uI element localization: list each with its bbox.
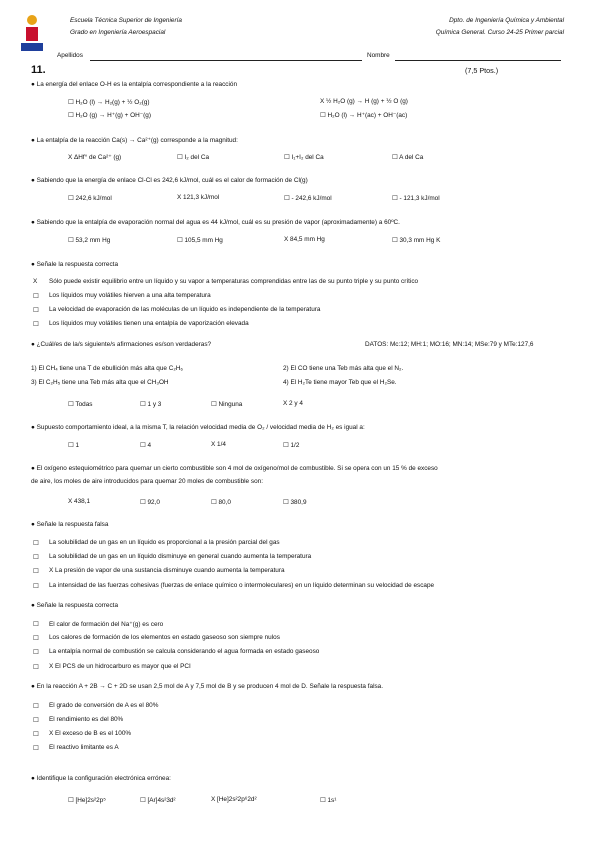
- q11-box-c[interactable]: ☐: [33, 731, 39, 738]
- q9-box-d[interactable]: ☐: [33, 583, 39, 590]
- q5-option-b: Los líquidos muy volátiles hierven a una alta temperatura: [49, 292, 211, 299]
- q8-option-c[interactable]: ☐ 80,0: [211, 499, 231, 506]
- q10-option-d: X El PCS de un hidrocarburo es mayor que el PCI: [49, 663, 191, 670]
- q11-box-d[interactable]: ☐: [33, 745, 39, 752]
- q7-option-a[interactable]: ☐ 1: [68, 442, 80, 449]
- university-logo: [19, 13, 45, 55]
- q8-stem-2: de aire, los moles de aire introducidos para quemar 20 moles de combustible son:: [31, 478, 263, 485]
- q5-mark-c[interactable]: ☐: [33, 307, 39, 314]
- q5-option-a: Sólo puede existir equilibrio entre un líquido y su vapor a temperaturas comprendidas entre las de su punto triple y su punto crítico: [49, 278, 419, 285]
- q1-option-a[interactable]: ☐ H₂O (l) → H₂(g) + ½ O₂(g): [68, 99, 150, 106]
- q6-option-d[interactable]: X 2 y 4: [283, 400, 303, 407]
- q10-box-a[interactable]: ☐: [33, 621, 39, 628]
- q5-mark-d[interactable]: ☐: [33, 321, 39, 328]
- q6-option-c[interactable]: ☐ Ninguna: [211, 401, 243, 408]
- q8-option-b[interactable]: ☐ 92,0: [140, 499, 160, 506]
- q9-option-c: X La presión de vapor de una sustancia disminuye cuando aumenta la temperatura: [49, 567, 285, 574]
- q3-option-a[interactable]: ☐ 242,6 kJ/mol: [68, 195, 112, 202]
- q1-stem: ● La energía del enlace O-H es la entalpía correspondiente a la reacción: [31, 81, 238, 88]
- q6-option-a[interactable]: ☐ Todas: [68, 401, 93, 408]
- q4-stem: ● Sabiendo que la entalpía de evaporación normal del agua es 44 kJ/mol, cuál es su presión de vapor (aproximadamente) a 60ºC.: [31, 219, 400, 226]
- q9-option-b: La solubilidad de un gas en un líquido disminuye en general cuando aumenta la temperatura: [49, 553, 312, 560]
- q4-option-c[interactable]: X 84,5 mm Hg: [284, 236, 325, 243]
- q10-stem: ● Señale la respuesta correcta: [31, 602, 119, 609]
- q2-stem: ● La entalpía de la reacción Ca(s) → Ca²⁺(g) corresponde a la magnitud:: [31, 137, 238, 144]
- q3-stem: ● Sabiendo que la energía de enlace Cl-Cl es 242,6 kJ/mol, cuál es el calor de formación de Cl(g): [31, 177, 308, 184]
- q4-option-d[interactable]: ☐ 30,3 mm Hg K: [392, 237, 441, 244]
- q6-statement-2: 2) El CO tiene una Teb más alta que el N₂.: [283, 365, 404, 372]
- q10-option-b: Los calores de formación de los elementos en estado gaseoso son siempre nulos: [49, 634, 280, 641]
- q7-option-d[interactable]: ☐ 1/2: [283, 442, 300, 449]
- q7-option-b[interactable]: ☐ 4: [140, 442, 152, 449]
- q9-box-c[interactable]: ☐: [33, 568, 39, 575]
- q8-option-a[interactable]: X 438,1: [68, 498, 91, 505]
- q5-mark-a[interactable]: X: [33, 278, 38, 285]
- q6-statement-1: 1) El CH₄ tiene una T de ebullición más alta que C₂H₆: [31, 365, 184, 372]
- q7-stem: ● Supuesto comportamiento ideal, a la misma T, la relación velocidad media de O₂ / velocidad media de H₂ es igual a:: [31, 424, 365, 431]
- q11-option-c: X El exceso de B es el 100%: [49, 730, 132, 737]
- points-label: (7,5 Ptos.): [465, 66, 499, 75]
- q6-datos: DATOS: Mc:12; MH:1; MO:16; MN:14; MSe:79 y MTe:127,6: [365, 341, 534, 348]
- q9-stem: ● Señale la respuesta falsa: [31, 521, 109, 528]
- q1-option-b[interactable]: X ½ H₂O (g) → H (g) + ½ O (g): [320, 98, 408, 105]
- q10-box-b[interactable]: ☐: [33, 635, 39, 642]
- q11-stem: ● En la reacción A + 2B → C + 2D se usan 2,5 mol de A y 7,5 mol de B y se producen 4 mol de D. Señale la respuesta falsa.: [31, 683, 384, 690]
- q12-option-a[interactable]: ☐ [He]2s²2p⁵: [68, 797, 106, 804]
- q9-option-d: La intensidad de las fuerzas cohesivas (fuerzas de enlace químico o intermoleculares) en un líquido determinan su velocidad de escape: [49, 582, 435, 589]
- q9-box-b[interactable]: ☐: [33, 554, 39, 561]
- q10-box-d[interactable]: ☐: [33, 664, 39, 671]
- q3-option-b[interactable]: X 121,3 kJ/mol: [177, 194, 220, 201]
- q2-option-d[interactable]: ☐ A del Ca: [392, 154, 424, 161]
- q3-option-d[interactable]: ☐ - 121,3 kJ/mol: [392, 195, 440, 202]
- course-name: Química General. Curso 24-25 Primer parcial: [435, 29, 564, 36]
- q9-box-a[interactable]: ☐: [33, 540, 39, 547]
- q11-box-a[interactable]: ☐: [33, 703, 39, 710]
- q6-stem: ● ¿Cuál/es de la/s siguiente/s afirmaciones es/son verdaderas?: [31, 341, 212, 348]
- apellidos-label: Apellidos: [57, 52, 83, 59]
- q7-option-c[interactable]: X 1/4: [211, 441, 226, 448]
- q4-option-b[interactable]: ☐ 105,5 mm Hg: [177, 237, 223, 244]
- q11-option-a: El grado de conversión de A es el 80%: [49, 702, 159, 709]
- question-number: 11.: [31, 64, 46, 76]
- q10-option-c: La entalpía normal de combustión se calcula considerando el agua formada en estado gaseoso: [49, 648, 320, 655]
- q3-option-c[interactable]: ☐ - 242,6 kJ/mol: [284, 195, 332, 202]
- nombre-field[interactable]: [395, 60, 561, 61]
- q8-option-d[interactable]: ☐ 380,9: [283, 499, 307, 506]
- bullet: ●: [31, 81, 35, 88]
- q4-option-a[interactable]: ☐ 53,2 mm Hg: [68, 237, 111, 244]
- nombre-label: Nombre: [367, 52, 390, 59]
- q1-option-c[interactable]: ☐ H₂O (g) → H⁺(g) + OH⁻(g): [68, 112, 151, 119]
- q5-option-c: La velocidad de evaporación de las moléculas de un líquido es independiente de la temperatura: [49, 306, 321, 313]
- q11-option-d: El reactivo limitante es A: [49, 744, 119, 751]
- department-name: Dpto. de Ingeniería Química y Ambiental: [449, 17, 564, 24]
- q12-option-c[interactable]: X [He]2s²2p⁶2d²: [211, 796, 257, 803]
- q5-mark-b[interactable]: ☐: [33, 293, 39, 300]
- q9-option-a: La solubilidad de un gas en un líquido es proporcional a la presión parcial del gas: [49, 539, 280, 546]
- q6-statement-3: 3) El C₂H₅ tiene una Teb más alta que el CH₃OH: [31, 379, 169, 386]
- q10-box-c[interactable]: ☐: [33, 649, 39, 656]
- q2-option-b[interactable]: ☐ I₂ del Ca: [177, 154, 210, 161]
- q12-option-b[interactable]: ☐ [Ar]4s²3d²: [140, 797, 176, 804]
- q2-option-c[interactable]: ☐ I₁+I₂ del Ca: [284, 154, 324, 161]
- q5-option-d: Los líquidos muy volátiles tienen una entalpía de vaporización elevada: [49, 320, 249, 327]
- q6-option-b[interactable]: ☐ 1 y 3: [140, 401, 162, 408]
- q11-box-b[interactable]: ☐: [33, 717, 39, 724]
- q8-stem-1: ● El oxígeno estequiométrico para quemar un cierto combustible son 4 mol de oxígeno/mol de combustible. Si se opera con un 15 % de exceso: [31, 465, 438, 472]
- degree-name: Grado en Ingeniería Aeroespacial: [70, 29, 166, 36]
- q11-option-b: El rendimiento es del 80%: [49, 716, 124, 723]
- q1-option-d[interactable]: ☐ H₂O (l) → H⁺(ac) + OH⁻(ac): [320, 112, 408, 119]
- school-name: Escuela Técnica Superior de Ingeniería: [70, 17, 182, 24]
- q12-stem: ● Identifique la configuración electrónica errónea:: [31, 775, 171, 782]
- q12-option-d[interactable]: ☐ 1s¹: [320, 797, 337, 804]
- q10-option-a: El calor de formación del Na⁺(g) es cero: [49, 621, 164, 628]
- q5-stem: ● Señale la respuesta correcta: [31, 261, 119, 268]
- apellidos-field[interactable]: [90, 60, 362, 61]
- q6-statement-4: 4) El H₂Te tiene mayor Teb que el H₂Se.: [283, 379, 397, 386]
- q2-option-a[interactable]: X ΔHf° de Ca²⁺ (g): [68, 154, 122, 161]
